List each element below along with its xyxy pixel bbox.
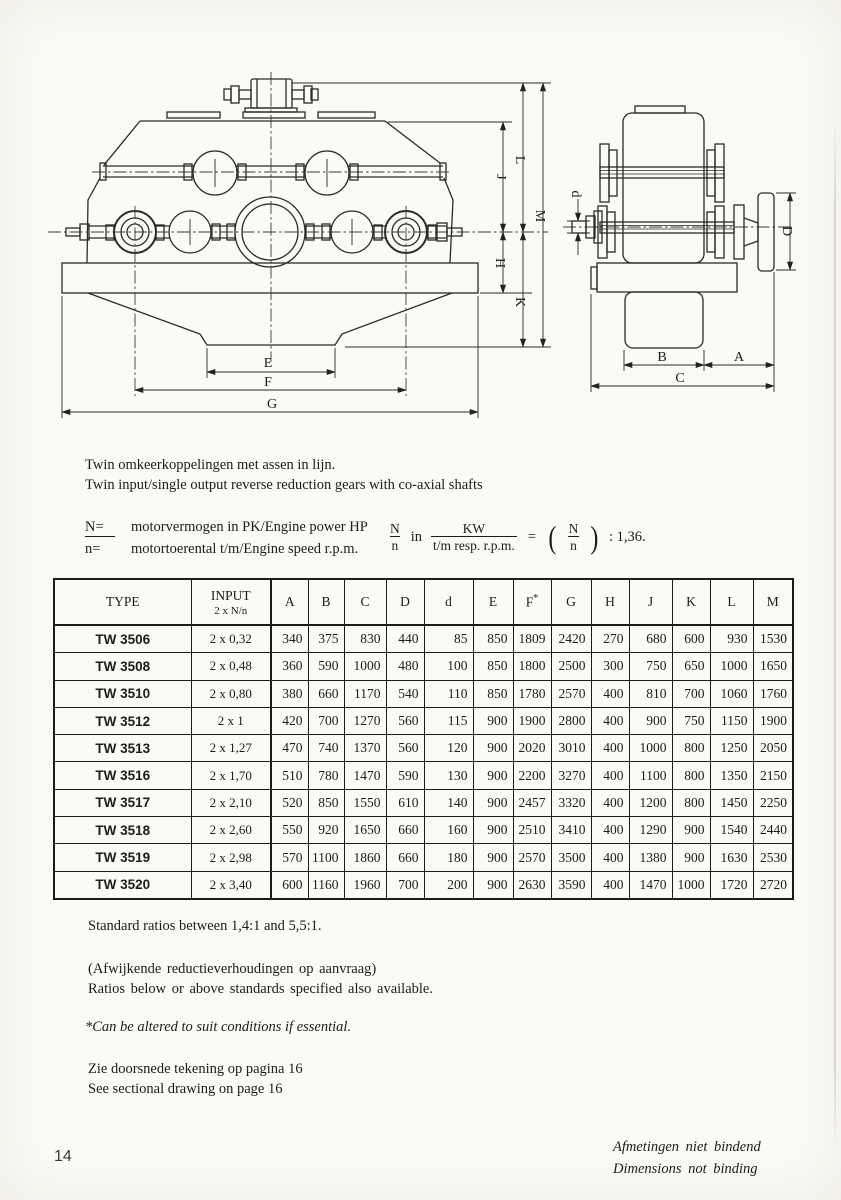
dim-cell: 540 (386, 680, 424, 707)
dim-cell: 1370 (344, 735, 386, 762)
dim-cell: 900 (672, 817, 710, 844)
type-cell: TW 3513 (54, 735, 191, 762)
table-row (54, 680, 793, 707)
table-row (54, 735, 793, 762)
dim-cell: 600 (271, 871, 308, 899)
input-cell: 2 x 3,40 (191, 871, 271, 899)
table-row (54, 653, 793, 680)
dim-cell: 400 (591, 707, 629, 734)
dim-cell: 360 (271, 653, 308, 680)
dim-cell: 180 (424, 844, 473, 871)
dim-label-b: B (657, 350, 667, 365)
dim-cell: 800 (672, 789, 710, 816)
dim-cell: 1780 (513, 680, 551, 707)
note-deviating-ratios (88, 959, 433, 999)
dim-cell: 2200 (513, 762, 551, 789)
column-header-label: A (284, 594, 295, 609)
input-cell: 2 x 2,98 (191, 844, 271, 871)
dim-cell: 1380 (629, 844, 672, 871)
column-header-d (386, 579, 424, 625)
dim-cell: 900 (672, 844, 710, 871)
dim-cell: 380 (271, 680, 308, 707)
dim-cell: 2570 (513, 844, 551, 871)
dim-cell: 3500 (551, 844, 591, 871)
dim-cell: 2420 (551, 625, 591, 653)
dim-cell: 660 (386, 817, 424, 844)
note-standard-ratios: Standard ratios between 1,4:1 and 5,5:1. (88, 918, 322, 934)
dim-cell: 1720 (710, 871, 753, 899)
column-header-label: J (647, 594, 654, 609)
dim-cell: 3010 (551, 735, 591, 762)
dim-label-d-small: d (568, 190, 583, 198)
dim-label-k: K (512, 296, 527, 308)
dim-cell: 2457 (513, 789, 551, 816)
type-cell: TW 3519 (54, 844, 191, 871)
dim-cell: 2800 (551, 707, 591, 734)
formula-num-desc: motorvermogen in PK/Engine power HP (131, 519, 368, 535)
dim-cell: 900 (473, 871, 513, 899)
dim-cell: 440 (386, 625, 424, 653)
dim-cell: 2570 (551, 680, 591, 707)
column-header-label: L (727, 594, 736, 609)
dim-cell: 400 (591, 762, 629, 789)
dim-label-e: E (263, 356, 273, 371)
dim-cell: 85 (424, 625, 473, 653)
dim-label-l: L (512, 155, 527, 165)
dim-cell: 590 (308, 653, 344, 680)
column-header-label: H (605, 594, 615, 609)
note-see-drawing (88, 1059, 303, 1099)
dim-cell: 930 (710, 625, 753, 653)
dim-cell: 750 (629, 653, 672, 680)
column-header-label: D (400, 594, 410, 609)
dim-cell: 850 (473, 680, 513, 707)
kw-fraction: $\frac{KW}{\text{t/m resp. r.p.m.}}$ (433, 521, 515, 553)
column-header-b (308, 579, 344, 625)
dim-cell: 900 (473, 707, 513, 734)
dim-cell: 1000 (710, 653, 753, 680)
dim-cell: 1250 (710, 735, 753, 762)
dim-cell: 2720 (753, 871, 793, 899)
intro-text (85, 456, 483, 495)
dim-cell: 780 (308, 762, 344, 789)
formula-definitions (85, 518, 368, 558)
dim-cell: 1290 (629, 817, 672, 844)
column-header-label: G (566, 594, 576, 609)
column-header-c (344, 579, 386, 625)
dim-cell: 100 (424, 653, 473, 680)
type-cell: TW 3516 (54, 762, 191, 789)
dim-cell: 3590 (551, 871, 591, 899)
dim-cell: 1150 (710, 707, 753, 734)
nn-fraction: $\frac{N}{n}$ (390, 521, 400, 553)
dim-cell: 340 (271, 625, 308, 653)
dim-cell: 900 (473, 844, 513, 871)
dim-cell: 400 (591, 871, 629, 899)
scan-edge-artifact (834, 120, 836, 1150)
dimensions-note-en: Dimensions not binding (613, 1161, 758, 1177)
dim-cell: 750 (672, 707, 710, 734)
dim-cell: 1270 (344, 707, 386, 734)
dim-cell: 2630 (513, 871, 551, 899)
dim-cell: 850 (473, 653, 513, 680)
input-cell: 2 x 1,70 (191, 762, 271, 789)
formula-den-desc: motortoerental t/m/Engine speed r.p.m. (131, 541, 359, 557)
dim-cell: 2440 (753, 817, 793, 844)
table-row (54, 707, 793, 734)
intro-line-nl: Twin omkeerkoppelingen met assen in lijn. (85, 457, 336, 473)
table-row (54, 817, 793, 844)
dim-cell: 200 (424, 871, 473, 899)
dim-label-a: A (733, 350, 745, 365)
dim-cell: 1100 (308, 844, 344, 871)
dim-cell: 900 (473, 735, 513, 762)
column-header-asterisk: * (533, 593, 539, 605)
paren-open: ( (548, 519, 557, 555)
type-cell: TW 3510 (54, 680, 191, 707)
column-header-label: M (766, 594, 779, 609)
table-row (54, 789, 793, 816)
front-view (62, 79, 478, 345)
dim-cell: 1100 (629, 762, 672, 789)
dim-cell: 610 (386, 789, 424, 816)
dim-cell: 920 (308, 817, 344, 844)
column-header-label: C (360, 594, 370, 609)
column-header-label: E (488, 594, 498, 609)
dim-label-d-big: D (779, 225, 794, 237)
column-header-f (513, 579, 551, 625)
dim-cell: 560 (386, 735, 424, 762)
dim-label-g: G (266, 397, 278, 412)
dim-cell: 120 (424, 735, 473, 762)
dim-cell: 740 (308, 735, 344, 762)
dim-cell: 400 (591, 817, 629, 844)
note-deviating-en: Ratios below or above standards specified also available. (88, 981, 433, 997)
dim-cell: 140 (424, 789, 473, 816)
dim-cell: 400 (591, 789, 629, 816)
dim-label-m: M (532, 209, 547, 223)
column-header-h (591, 579, 629, 625)
dim-cell: 850 (308, 789, 344, 816)
dim-cell: 1630 (710, 844, 753, 871)
formula-den-symbol: n= (85, 541, 101, 557)
dim-cell: 1470 (344, 762, 386, 789)
dim-cell: 1960 (344, 871, 386, 899)
dim-cell: 800 (672, 762, 710, 789)
dim-cell: 3320 (551, 789, 591, 816)
table-row (54, 625, 793, 653)
dim-cell: 700 (386, 871, 424, 899)
dim-cell: 1350 (710, 762, 753, 789)
column-header-j (629, 579, 672, 625)
column-header-input (191, 579, 271, 625)
nn-fraction-2: $\frac{N}{n}$ (568, 521, 579, 553)
dim-label-c: C (675, 371, 685, 386)
type-cell: TW 3512 (54, 707, 191, 734)
column-header-m (753, 579, 793, 625)
input-cell: 2 x 0,32 (191, 625, 271, 653)
dim-cell: 590 (386, 762, 424, 789)
dim-cell: 2150 (753, 762, 793, 789)
column-header-label: INPUT (210, 587, 251, 603)
dim-cell: 270 (591, 625, 629, 653)
dim-label-j: J (493, 174, 508, 180)
column-header-d (424, 579, 473, 625)
dim-cell: 900 (473, 789, 513, 816)
dim-cell: 510 (271, 762, 308, 789)
dim-cell: 2530 (753, 844, 793, 871)
dim-cell: 680 (629, 625, 672, 653)
type-cell: TW 3506 (54, 625, 191, 653)
dim-cell: 1800 (513, 653, 551, 680)
dim-cell: 700 (308, 707, 344, 734)
note-asterisk: *Can be altered to suit conditions if essential. (85, 1019, 352, 1035)
dim-cell: 400 (591, 844, 629, 871)
dim-cell: 115 (424, 707, 473, 734)
dimensions-note-nl: Afmetingen niet bindend (613, 1139, 761, 1155)
type-cell: TW 3517 (54, 789, 191, 816)
dim-cell: 1900 (753, 707, 793, 734)
dim-cell: 1160 (308, 871, 344, 899)
input-cell: 2 x 1,27 (191, 735, 271, 762)
dim-cell: 110 (424, 680, 473, 707)
type-cell: TW 3508 (54, 653, 191, 680)
dim-cell: 1170 (344, 680, 386, 707)
note-see-drawing-en: See sectional drawing on page 16 (88, 1081, 283, 1097)
dim-cell: 400 (591, 735, 629, 762)
dim-cell: 1900 (513, 707, 551, 734)
input-cell: 2 x 0,48 (191, 653, 271, 680)
column-header-k (672, 579, 710, 625)
dim-cell: 2250 (753, 789, 793, 816)
dim-cell: 1650 (344, 817, 386, 844)
dim-cell: 2020 (513, 735, 551, 762)
dim-cell: 1000 (629, 735, 672, 762)
dim-cell: 3270 (551, 762, 591, 789)
dim-cell: 1860 (344, 844, 386, 871)
dim-cell: 1650 (753, 653, 793, 680)
dim-cell: 480 (386, 653, 424, 680)
input-cell: 2 x 2,10 (191, 789, 271, 816)
column-header-type (54, 579, 191, 625)
dim-cell: 810 (629, 680, 672, 707)
ratio-suffix: : 1,36. (609, 528, 646, 545)
dim-cell: 1809 (513, 625, 551, 653)
dim-cell: 1540 (710, 817, 753, 844)
note-see-drawing-nl: Zie doorsnede tekening op pagina 16 (88, 1061, 303, 1077)
dim-cell: 570 (271, 844, 308, 871)
input-cell: 2 x 0,80 (191, 680, 271, 707)
dim-cell: 1470 (629, 871, 672, 899)
type-cell: TW 3520 (54, 871, 191, 899)
column-header-g (551, 579, 591, 625)
table-row (54, 871, 793, 899)
column-header-e (473, 579, 513, 625)
dim-label-f: F (264, 375, 272, 390)
dim-cell: 650 (672, 653, 710, 680)
dim-cell: 550 (271, 817, 308, 844)
dim-cell: 400 (591, 680, 629, 707)
formula-conversion (388, 514, 646, 560)
dim-cell: 2510 (513, 817, 551, 844)
dim-cell: 800 (672, 735, 710, 762)
dim-cell: 900 (473, 762, 513, 789)
table-row (54, 762, 793, 789)
column-header-label: F (525, 594, 534, 610)
intro-line-en: Twin input/single output reverse reduction gears with co-axial shafts (85, 476, 483, 493)
dimensions-not-binding-note (613, 1136, 761, 1180)
dim-cell: 1000 (344, 653, 386, 680)
dim-cell: 1760 (753, 680, 793, 707)
dim-cell: 420 (271, 707, 308, 734)
column-header-a (271, 579, 308, 625)
input-cell: 2 x 1 (191, 707, 271, 734)
dim-cell: 160 (424, 817, 473, 844)
page-number: 14 (54, 1148, 72, 1165)
dim-cell: 850 (473, 625, 513, 653)
column-header-label: d (445, 594, 452, 609)
dim-cell: 900 (629, 707, 672, 734)
dim-cell: 830 (344, 625, 386, 653)
type-cell: TW 3518 (54, 817, 191, 844)
dim-cell: 3410 (551, 817, 591, 844)
dim-cell: 900 (473, 817, 513, 844)
formula-num-symbol: N= (85, 518, 119, 537)
dim-cell: 1000 (672, 871, 710, 899)
column-header-label: K (686, 594, 696, 609)
dimensions-table (53, 578, 794, 900)
dim-cell: 2050 (753, 735, 793, 762)
dim-cell: 1450 (710, 789, 753, 816)
dim-cell: 1060 (710, 680, 753, 707)
column-header-label: TYPE (105, 594, 140, 609)
input-cell: 2 x 2,60 (191, 817, 271, 844)
dim-cell: 2500 (551, 653, 591, 680)
dim-cell: 520 (271, 789, 308, 816)
paren-close: ) (590, 519, 599, 555)
dim-cell: 1200 (629, 789, 672, 816)
table-header-row (54, 579, 793, 625)
dim-label-h: H (492, 257, 507, 269)
note-deviating-nl: (Afwijkende reductieverhoudingen op aanvraag) (88, 961, 377, 977)
column-header-label: B (321, 594, 331, 609)
equals-sign: = (527, 528, 536, 545)
dim-cell: 660 (308, 680, 344, 707)
column-header-l (710, 579, 753, 625)
dim-cell: 1550 (344, 789, 386, 816)
technical-drawing (0, 60, 841, 430)
dim-cell: 600 (672, 625, 710, 653)
front-view-dim-labels (264, 156, 547, 412)
dim-cell: 1530 (753, 625, 793, 653)
dim-cell: 130 (424, 762, 473, 789)
formula-in-word: in (410, 528, 423, 545)
dim-cell: 300 (591, 653, 629, 680)
column-header-subtitle: 2 x N/n (214, 604, 248, 617)
dim-cell: 560 (386, 707, 424, 734)
dim-cell: 375 (308, 625, 344, 653)
table-row (54, 844, 793, 871)
dim-cell: 660 (386, 844, 424, 871)
dim-cell: 470 (271, 735, 308, 762)
dim-cell: 700 (672, 680, 710, 707)
